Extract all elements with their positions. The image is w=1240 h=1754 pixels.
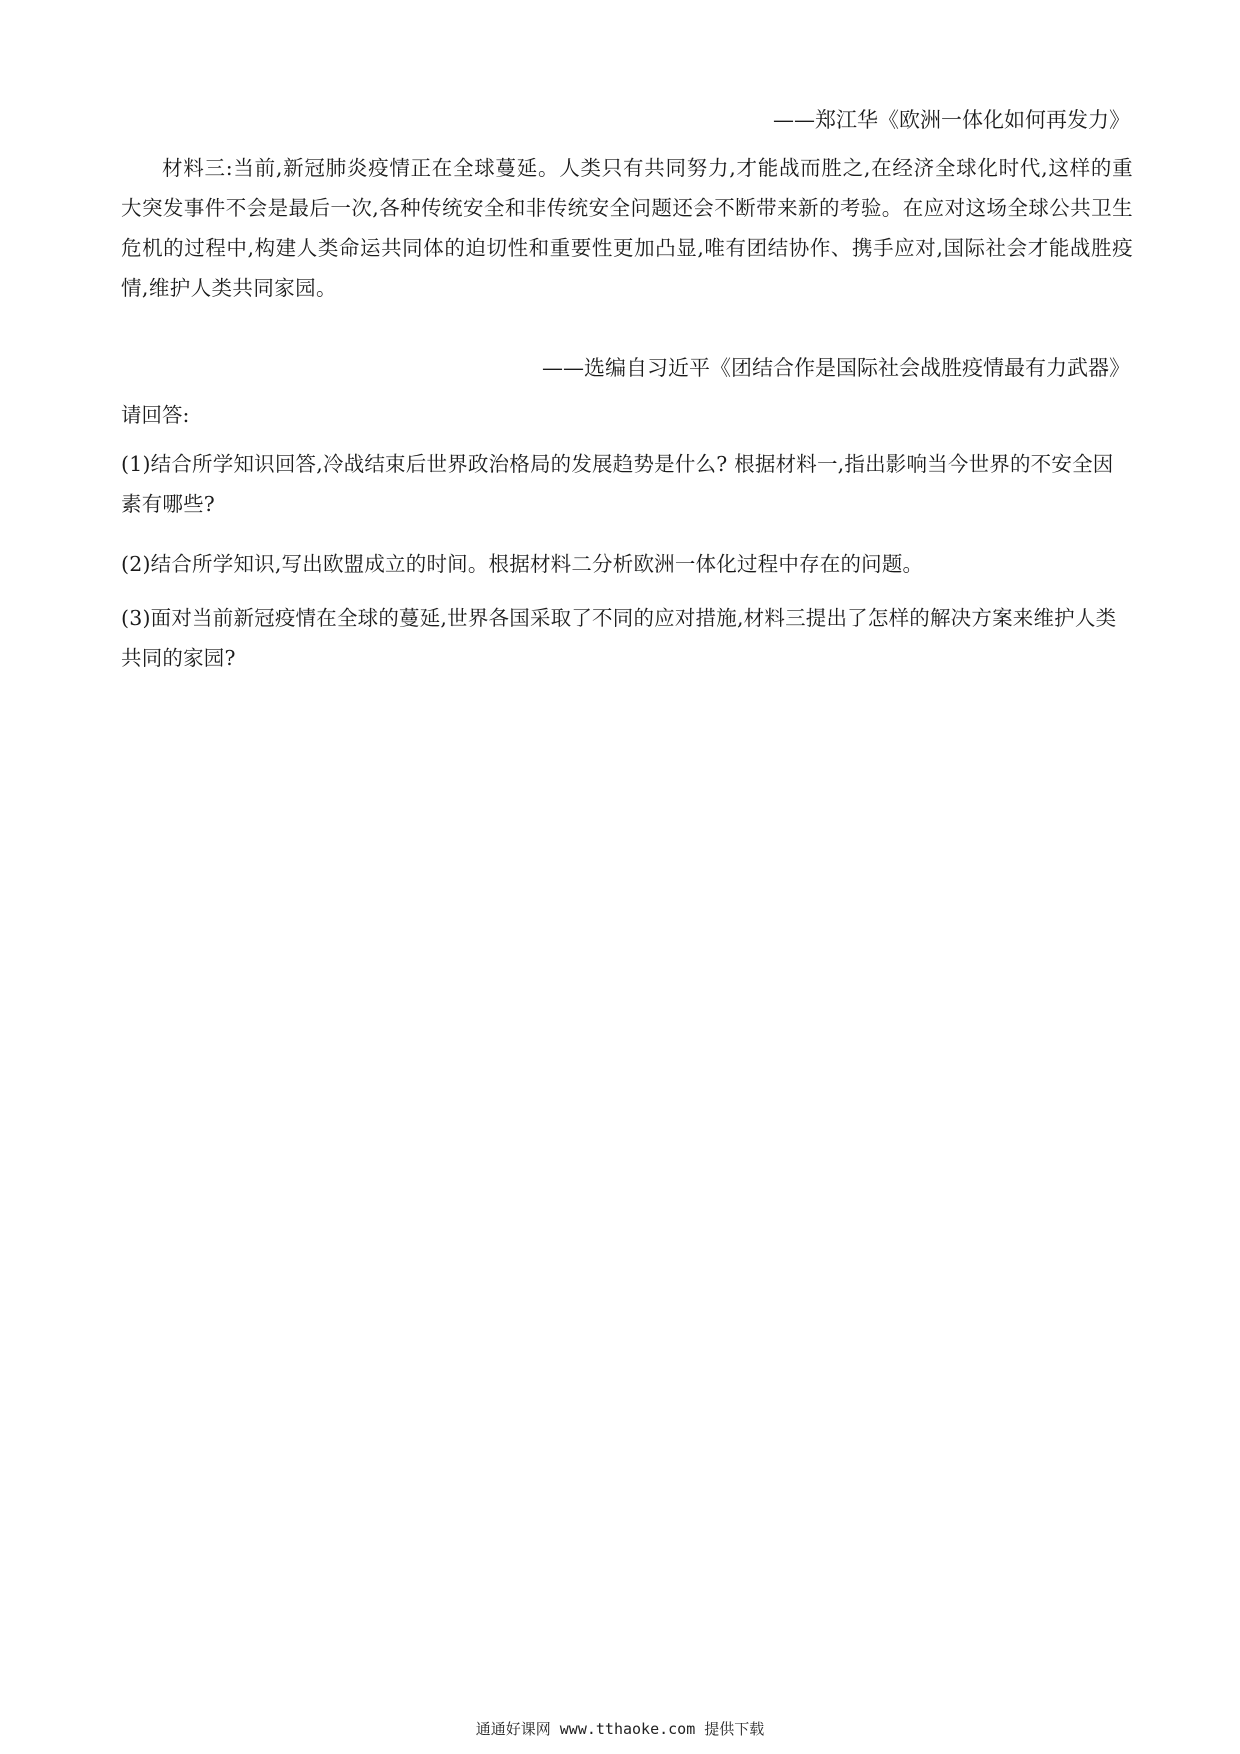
question-1: (1)结合所学知识回答,冷战结束后世界政治格局的发展趋势是什么? 根据材料一,指出影响当今世界的不安全因素有哪些? [121,452,1114,516]
question-3: (3)面对当前新冠疫情在全球的蔓延,世界各国采取了不同的应对措施,材料三提出了怎样的解决方案来维护人类共同的家园? [121,606,1117,670]
question-2: (2)结合所学知识,写出欧盟成立的时间。根据材料二分析欧洲一体化过程中存在的问题。 [121,552,924,576]
page-footer: 通通好课网 www.tthaoke.com 提供下载 [475,1720,765,1738]
material-three-paragraph: 材料三:当前,新冠肺炎疫情正在全球蔓延。人类只有共同努力,才能战而胜之,在经济全球化时代,这样的重大突发事件不会是最后一次,各种传统安全和非传统安全问题还会不断带来新的考验。在应对这场全球公共卫生危机的过程中,构建人类命运共同体的迫切性和重要性更加凸显,唯有团结协作、携手应对,国际社会才能战胜疫情,维护人类共同家园。 [121,156,1133,300]
answer-prompt: 请回答: [121,403,190,427]
material-three-source: ——选编自习近平《团结合作是国际社会战胜疫情最有力武器》 [542,356,1130,380]
material-two-source: ——郑江华《欧洲一体化如何再发力》 [773,108,1130,132]
